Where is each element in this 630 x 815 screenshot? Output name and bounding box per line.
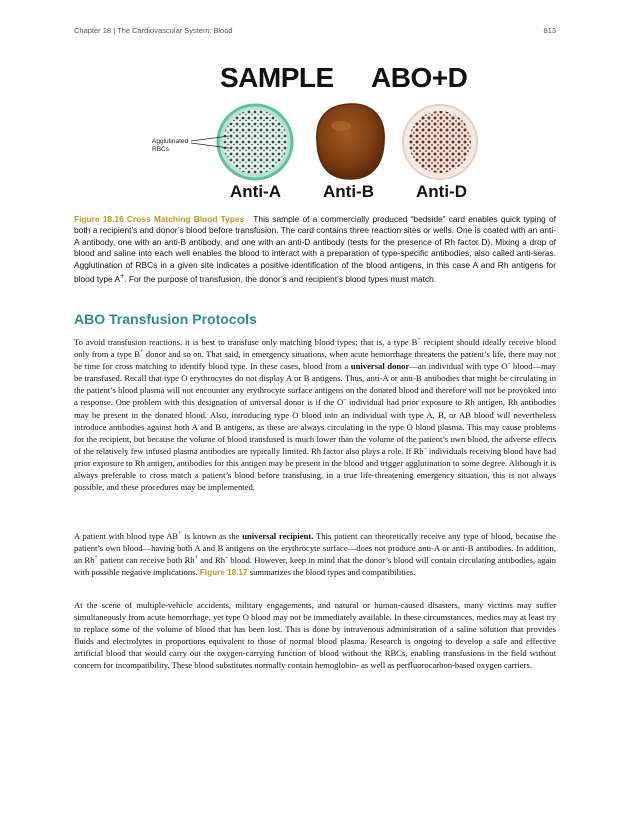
anti-d-well: [403, 105, 477, 179]
well-label-anti-b: Anti-B: [323, 182, 374, 201]
agglutinated-rbcs-label: Agglutinated RBCs: [152, 138, 189, 153]
figure-name: Cross Matching Blood Types: [126, 214, 245, 224]
term-universal-recipient: universal recipient.: [242, 531, 314, 541]
paragraph-universal-donor: To avoid transfusion reactions, it is best to transfuse only matching blood types; that is, a type B+ recipient should ideally receive blood only from a type B+ donor and so on. That said, in emergency situations, when acute hemorrhage threatens the patient’s life, there may not be time for cross matching to identify blood type. In these cases, blood from a universal donor—an individual with type O– blood—may be transfused. Recall that type O erythrocytes do not display A or B antigens. Thus, anti-A or anti-B antibodies that might be circulating in the patient’s blood plasma will not encounter any erythrocyte surface antigens on the donated blood and therefore will not be provoked into a response. One problem with this designation of universal donor is if the O– individual had prior exposure to Rh antigen, Rh antibodies may be present in the donated blood. Also, introducing type O blood into an individual with type A, B, or AB blood will nevertheless introduce antibodies against both A and B antigens, as these are always circulating in the type O blood plasma. This may cause problems for the recipient, but because the volume of blood transfused is much lower than the volume of the patient’s own blood, the adverse effects of the relatively few infused plasma antibodies are typically limited. Rh factor also plays a role. If Rh– individuals receiving blood have had prior exposure to Rh antigen, antibodies for this antigen may be present in the blood and trigger agglutination to some degree. Although it is always preferable to cross match a patient’s blood before transfusing, in a true life-threatening emergency situation, this is not always possible, and these procedures may be implemented.: [74, 337, 557, 493]
page-number: 813: [543, 26, 556, 35]
anti-a-well: [218, 105, 292, 179]
figure-caption: Figure 18.16 Cross Matching Blood Types This sample of a commercially produced “bedside” card enables quick typing of both a recipient’s and donor’s blood before transfusion. The card contains three reaction sites or wells. One is coated with an anti-A antibody, one with an anti-B antibody, and one with an anti-D antibody (tests for the presence of Rh factor D). Mixing a drop of blood and saline into each well enables the blood to interact with a preparation of type-specific antibodies, also called anti-seras. Agglutination of RBCs in a given site indicates a positive identification of the blood antigens, in this case A and Rh antigens for blood type A+. For the purpose of transfusion, the donor’s and recipient’s blood types must match.: [74, 214, 556, 284]
figure-title-sample: SAMPLE: [220, 62, 334, 93]
figure-18-17-link[interactable]: Figure 18.17: [199, 568, 248, 578]
paragraph-artificial-blood: At the scene of multiple-vehicle accidents, military engagements, and natural or human-caused disasters, many victims may suffer simultaneously from acute hemorrhage, yet type O blood may not be immediately available. In these circumstances, medics may at least try to replace some of the volume of blood that has been lost. This is done by intravenous administration of a saline solution that provides fluids and electrolytes in proportions equivalent to those of normal blood plasma. Research is ongoing to develop a safe and effective artificial blood that would carry out the oxygen-carrying function of blood without the RBCs, enabling transfusions in the field without concern for incompatibility. These blood substitutes normally contain hemoglobin- as well as perfluorocarbon-based oxygen carriers.: [74, 600, 556, 671]
well-label-anti-a: Anti-A: [230, 182, 281, 201]
figure-number: Figure 18.16: [74, 214, 124, 224]
paragraph-universal-recipient: A patient with blood type AB+ is known as the universal recipient. This patient can theoretically receive any type of blood, because the patient’s own blood—having both A and B antigens on the erythrocyte surface—does not produce anti-A or anti-B antibodies. In addition, an Rh+ patient can receive both Rh+ and Rh– blood. However, keep in mind that the donor’s blood will contain circulating antibodies, again with possible negative implications. Figure 18.17 summarizes the blood types and compatibilities.: [74, 531, 556, 578]
anti-b-well: [317, 104, 384, 179]
well-label-anti-d: Anti-D: [416, 182, 467, 201]
running-header: [74, 26, 556, 38]
figure-title-abo-d: ABO+D: [371, 62, 468, 93]
chapter-title: Chapter 18 | The Cardiovascular System: Blood: [74, 26, 233, 35]
term-universal-donor: universal donor: [350, 361, 410, 372]
figure-cross-matching-card: [145, 62, 485, 208]
section-heading: ABO Transfusion Protocols: [74, 311, 257, 327]
